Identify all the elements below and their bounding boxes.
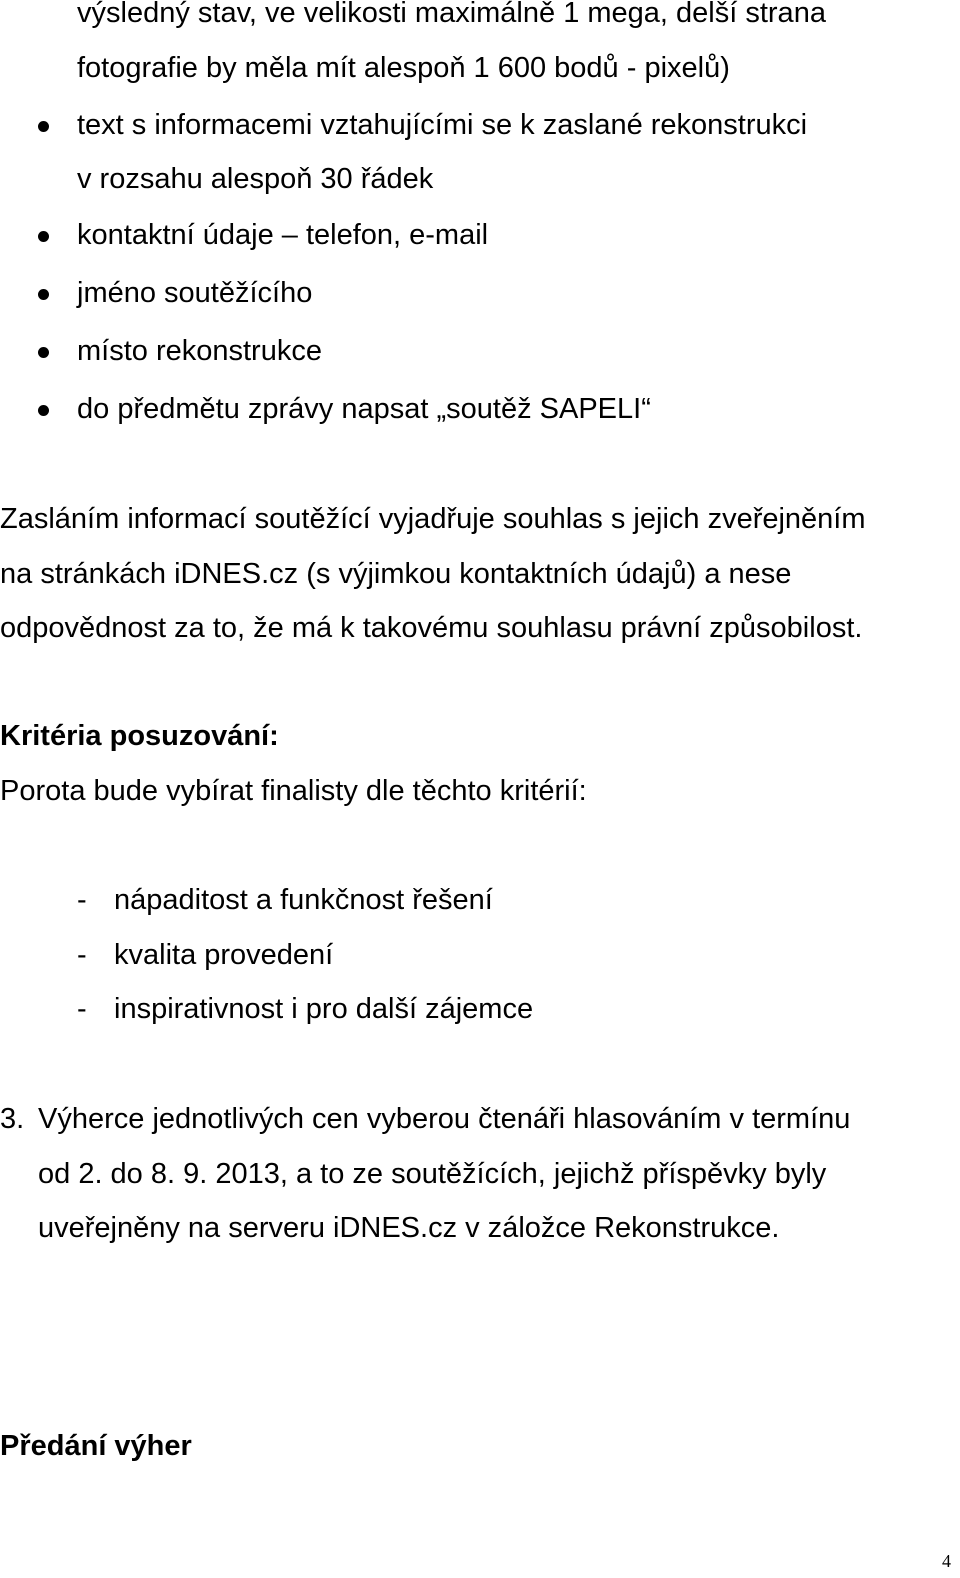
bullet-icon <box>38 347 49 358</box>
intro-line-1: výsledný stav, ve velikosti maximálně 1 mega, delší strana <box>77 0 826 29</box>
criteria-item-2: kvalita provedení <box>114 939 334 971</box>
bullet-icon <box>38 121 49 132</box>
criteria-intro: Porota bude vybírat finalisty dle těchto kritérií: <box>0 775 587 807</box>
section-heading: Předání výher <box>0 1430 192 1462</box>
bullet-item-2: kontaktní údaje – telefon, e-mail <box>77 219 489 251</box>
criteria-heading: Kritéria posuzování: <box>0 720 279 752</box>
bullet-icon <box>38 231 49 242</box>
consent-line-3: odpovědnost za to, že má k takovému souhlasu právní způsobilost. <box>0 612 863 644</box>
list-dash: - <box>77 884 87 916</box>
list-dash: - <box>77 993 87 1025</box>
bullet-icon <box>38 289 49 300</box>
bullet-item-3: jméno soutěžícího <box>77 277 313 309</box>
intro-line-2: fotografie by měla mít alespoň 1 600 bodů - pixelů) <box>77 52 730 84</box>
consent-line-2: na stránkách iDNES.cz (s výjimkou kontaktních údajů) a nese <box>0 558 792 590</box>
bullet-icon <box>38 405 49 416</box>
point-3-line-1: Výherce jednotlivých cen vyberou čtenáři hlasováním v termínu <box>38 1103 851 1135</box>
point-3-line-2: od 2. do 8. 9. 2013, a to ze soutěžících, jejichž příspěvky byly <box>38 1158 827 1190</box>
criteria-item-1: nápaditost a funkčnost řešení <box>114 884 493 916</box>
consent-line-1: Zasláním informací soutěžící vyjadřuje souhlas s jejich zveřejněním <box>0 503 866 535</box>
list-dash: - <box>77 939 87 971</box>
point-3-number: 3. <box>0 1103 25 1135</box>
bullet-item-5: do předmětu zprávy napsat „soutěž SAPELI“ <box>77 393 651 425</box>
bullet-item-4: místo rekonstrukce <box>77 335 322 367</box>
page-number: 4 <box>942 1551 951 1571</box>
criteria-item-3: inspirativnost i pro další zájemce <box>114 993 534 1025</box>
bullet-item-1-line-1: text s informacemi vztahujícími se k zaslané rekonstrukci <box>77 109 808 141</box>
bullet-item-1-line-2: v rozsahu alespoň 30 řádek <box>77 163 434 195</box>
point-3-line-3: uveřejněny na serveru iDNES.cz v záložce Rekonstrukce. <box>38 1212 780 1244</box>
